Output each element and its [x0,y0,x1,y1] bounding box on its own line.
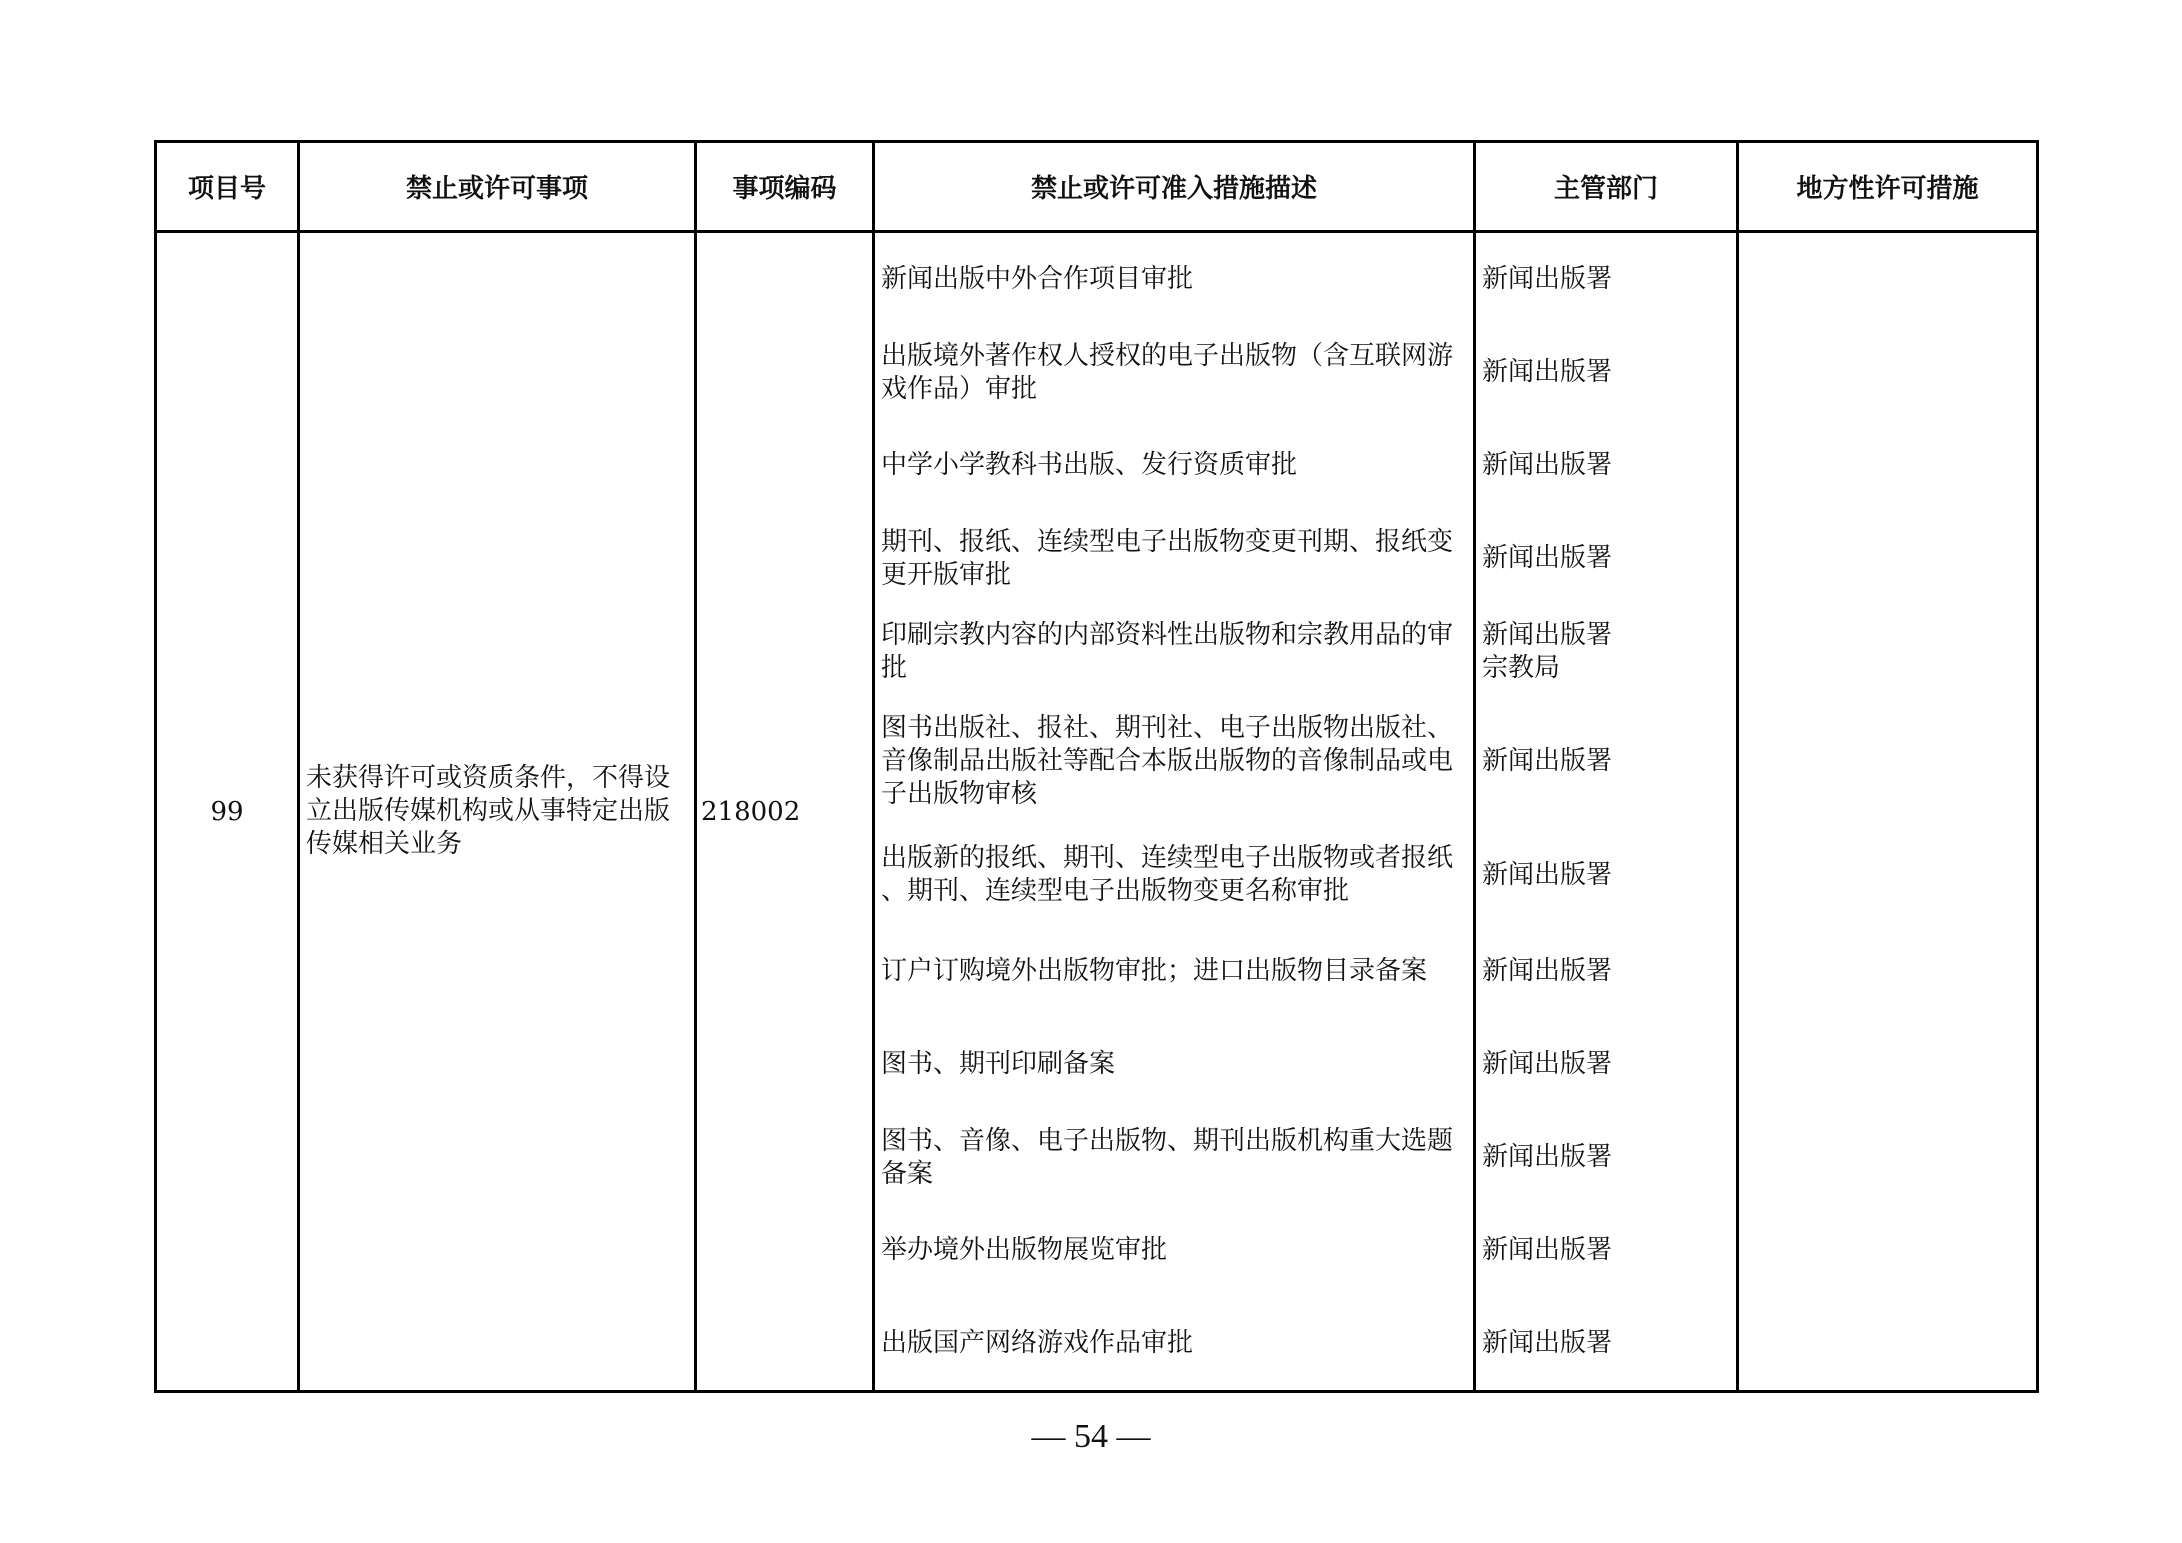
local-measure-cell [1738,698,2038,825]
measure-department: 新闻出版署 [1475,925,1738,1018]
local-measure-cell [1738,419,2038,512]
measure-description: 图书、期刊印刷备案 [874,1018,1475,1111]
table-row [156,232,2038,327]
measure-description: 新闻出版中外合作项目审批 [874,232,1475,327]
item-number: 99 [156,232,299,1392]
measure-description: 出版新的报纸、期刊、连续型电子出版物或者报纸 、期刊、连续型电子出版物变更名称审批 [874,825,1475,925]
measure-department: 新闻出版署 [1475,1111,1738,1204]
header-row [156,142,2038,232]
measure-department: 新闻出版署 [1475,698,1738,825]
measure-department: 新闻出版署 宗教局 [1475,605,1738,698]
measure-description: 出版境外著作权人授权的电子出版物（含互联网游 戏作品）审批 [874,326,1475,419]
local-measure-cell [1738,1297,2038,1392]
permit-table [154,140,2039,1393]
header-code: 事项编码 [696,142,874,232]
measure-department: 新闻出版署 [1475,512,1738,605]
measure-description: 期刊、报纸、连续型电子出版物变更刊期、报纸变 更开版审批 [874,512,1475,605]
measure-description: 图书出版社、报社、期刊社、电子出版物出版社、 音像制品出版社等配合本版出版物的音像制品或电 子出版物审核 [874,698,1475,825]
measure-department: 新闻出版署 [1475,1204,1738,1297]
measure-description: 出版国产网络游戏作品审批 [874,1297,1475,1392]
measure-department: 新闻出版署 [1475,825,1738,925]
measure-department: 新闻出版署 [1475,419,1738,512]
local-measure-cell [1738,326,2038,419]
header-local-measure: 地方性许可措施 [1738,142,2038,232]
page-number: — 54 — [1031,1418,1151,1455]
measure-department: 新闻出版署 [1475,1297,1738,1392]
local-measure-cell [1738,512,2038,605]
measure-description: 图书、音像、电子出版物、期刊出版机构重大选题 备案 [874,1111,1475,1204]
local-measure-cell [1738,605,2038,698]
matter-code: 218002 [696,232,874,1392]
local-measure-cell [1738,232,2038,327]
header-description: 禁止或许可准入措施描述 [874,142,1475,232]
local-measure-cell [1738,1204,2038,1297]
measure-description: 中学小学教科书出版、发行资质审批 [874,419,1475,512]
measure-description: 举办境外出版物展览审批 [874,1204,1475,1297]
measure-description: 印刷宗教内容的内部资料性出版物和宗教用品的审 批 [874,605,1475,698]
measure-department: 新闻出版署 [1475,1018,1738,1111]
measure-department: 新闻出版署 [1475,326,1738,419]
matter-text: 未获得许可或资质条件，不得设立出版传媒机构或从事特定出版传媒相关业务 [299,232,696,1392]
local-measure-cell [1738,1111,2038,1204]
local-measure-cell [1738,825,2038,925]
header-matter: 禁止或许可事项 [299,142,696,232]
local-measure-cell [1738,925,2038,1018]
measure-department: 新闻出版署 [1475,232,1738,327]
header-item-no: 项目号 [156,142,299,232]
local-measure-cell [1738,1018,2038,1111]
header-department: 主管部门 [1475,142,1738,232]
measure-description: 订户订购境外出版物审批；进口出版物目录备案 [874,925,1475,1018]
